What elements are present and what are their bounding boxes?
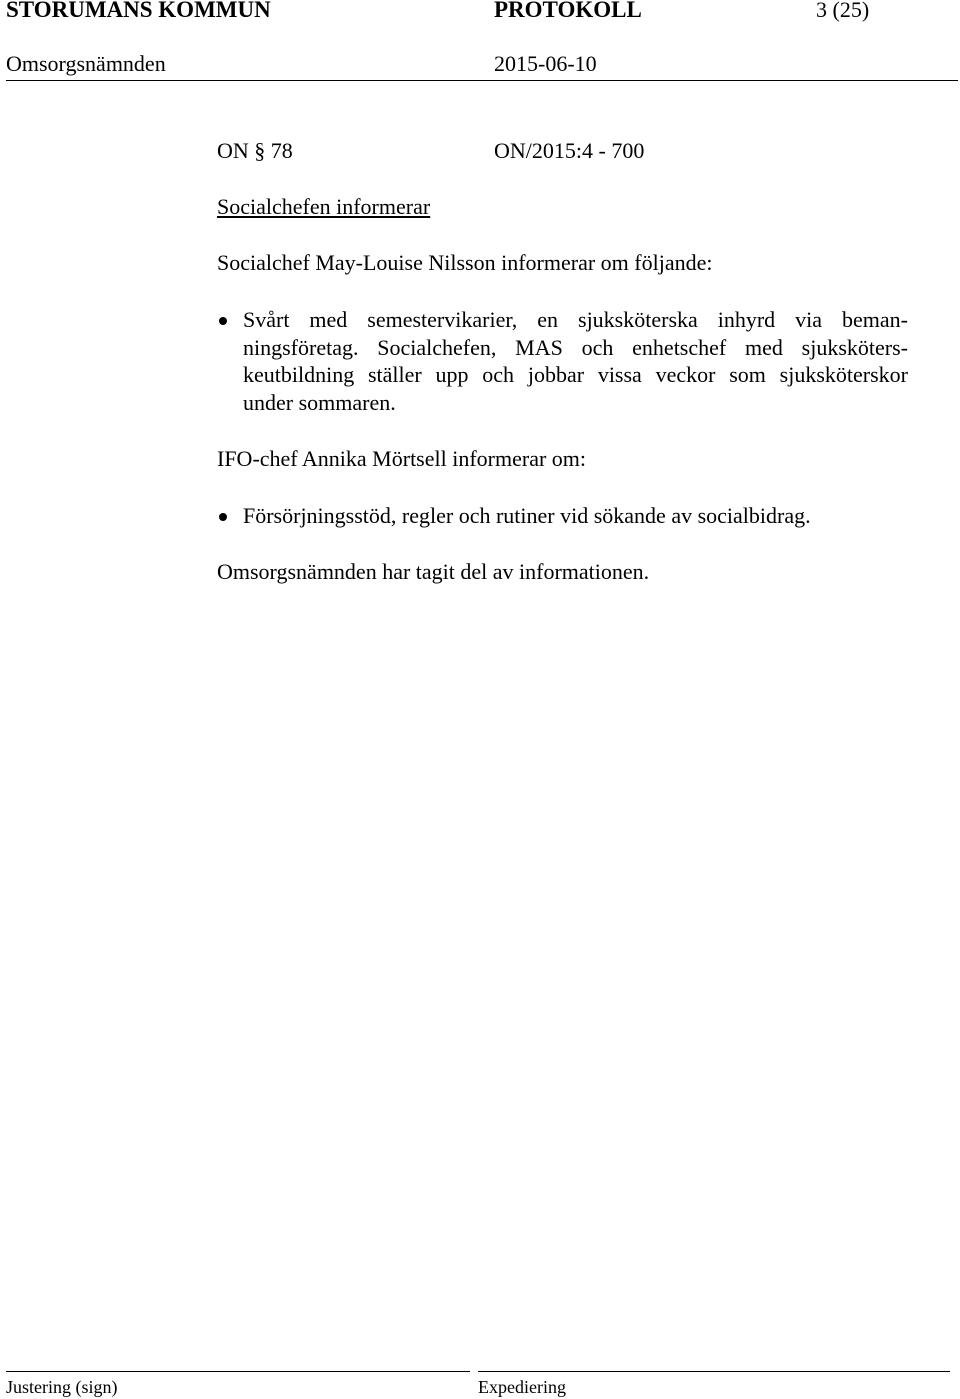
conclusion-paragraph: Omsorgsnämnden har tagit del av informationen.: [217, 559, 650, 584]
intro-paragraph: Socialchef May-Louise Nilsson informerar om följande:: [217, 250, 713, 275]
document-type: PROTOKOLL: [494, 0, 642, 22]
intro2-paragraph: IFO-chef Annika Mörtsell informerar om:: [217, 446, 587, 471]
bullet-icon: [219, 513, 227, 521]
bullet-item-support: Försörjningsstöd, regler och rutiner vid sökande av socialbidrag.: [243, 503, 811, 528]
footer-justering-label: Justering (sign): [6, 1377, 118, 1397]
bullet-item-staffing: [243, 306, 908, 416]
footer-dispatch-line: [478, 1371, 950, 1372]
footer-expediering-label: Expediering: [478, 1377, 566, 1397]
bullet-line: keutbildning ställer upp och jobbar vissa veckor som sjuksköterskor: [243, 362, 908, 387]
bullet-line: Svårt med semestervikarier, en sjuksköterska inhyrd via beman-: [243, 307, 908, 332]
bullet-icon: [219, 317, 227, 325]
footer-signature-line: [6, 1371, 470, 1372]
committee-name: Omsorgsnämnden: [6, 51, 166, 76]
section-number: ON § 78: [217, 138, 293, 163]
section-title: Socialchefen informerar: [217, 194, 431, 219]
header-divider: [6, 80, 958, 81]
bullet-line: ningsföretag. Socialchefen, MAS och enhetschef med sjuksköters-: [243, 334, 908, 360]
page-number: 3 (25): [816, 0, 870, 22]
bullet-line: under sommaren.: [243, 389, 396, 415]
meeting-date: 2015-06-10: [494, 51, 597, 76]
diary-number: ON/2015:4 - 700: [494, 138, 645, 163]
organization-name: STORUMANS KOMMUN: [6, 0, 271, 22]
